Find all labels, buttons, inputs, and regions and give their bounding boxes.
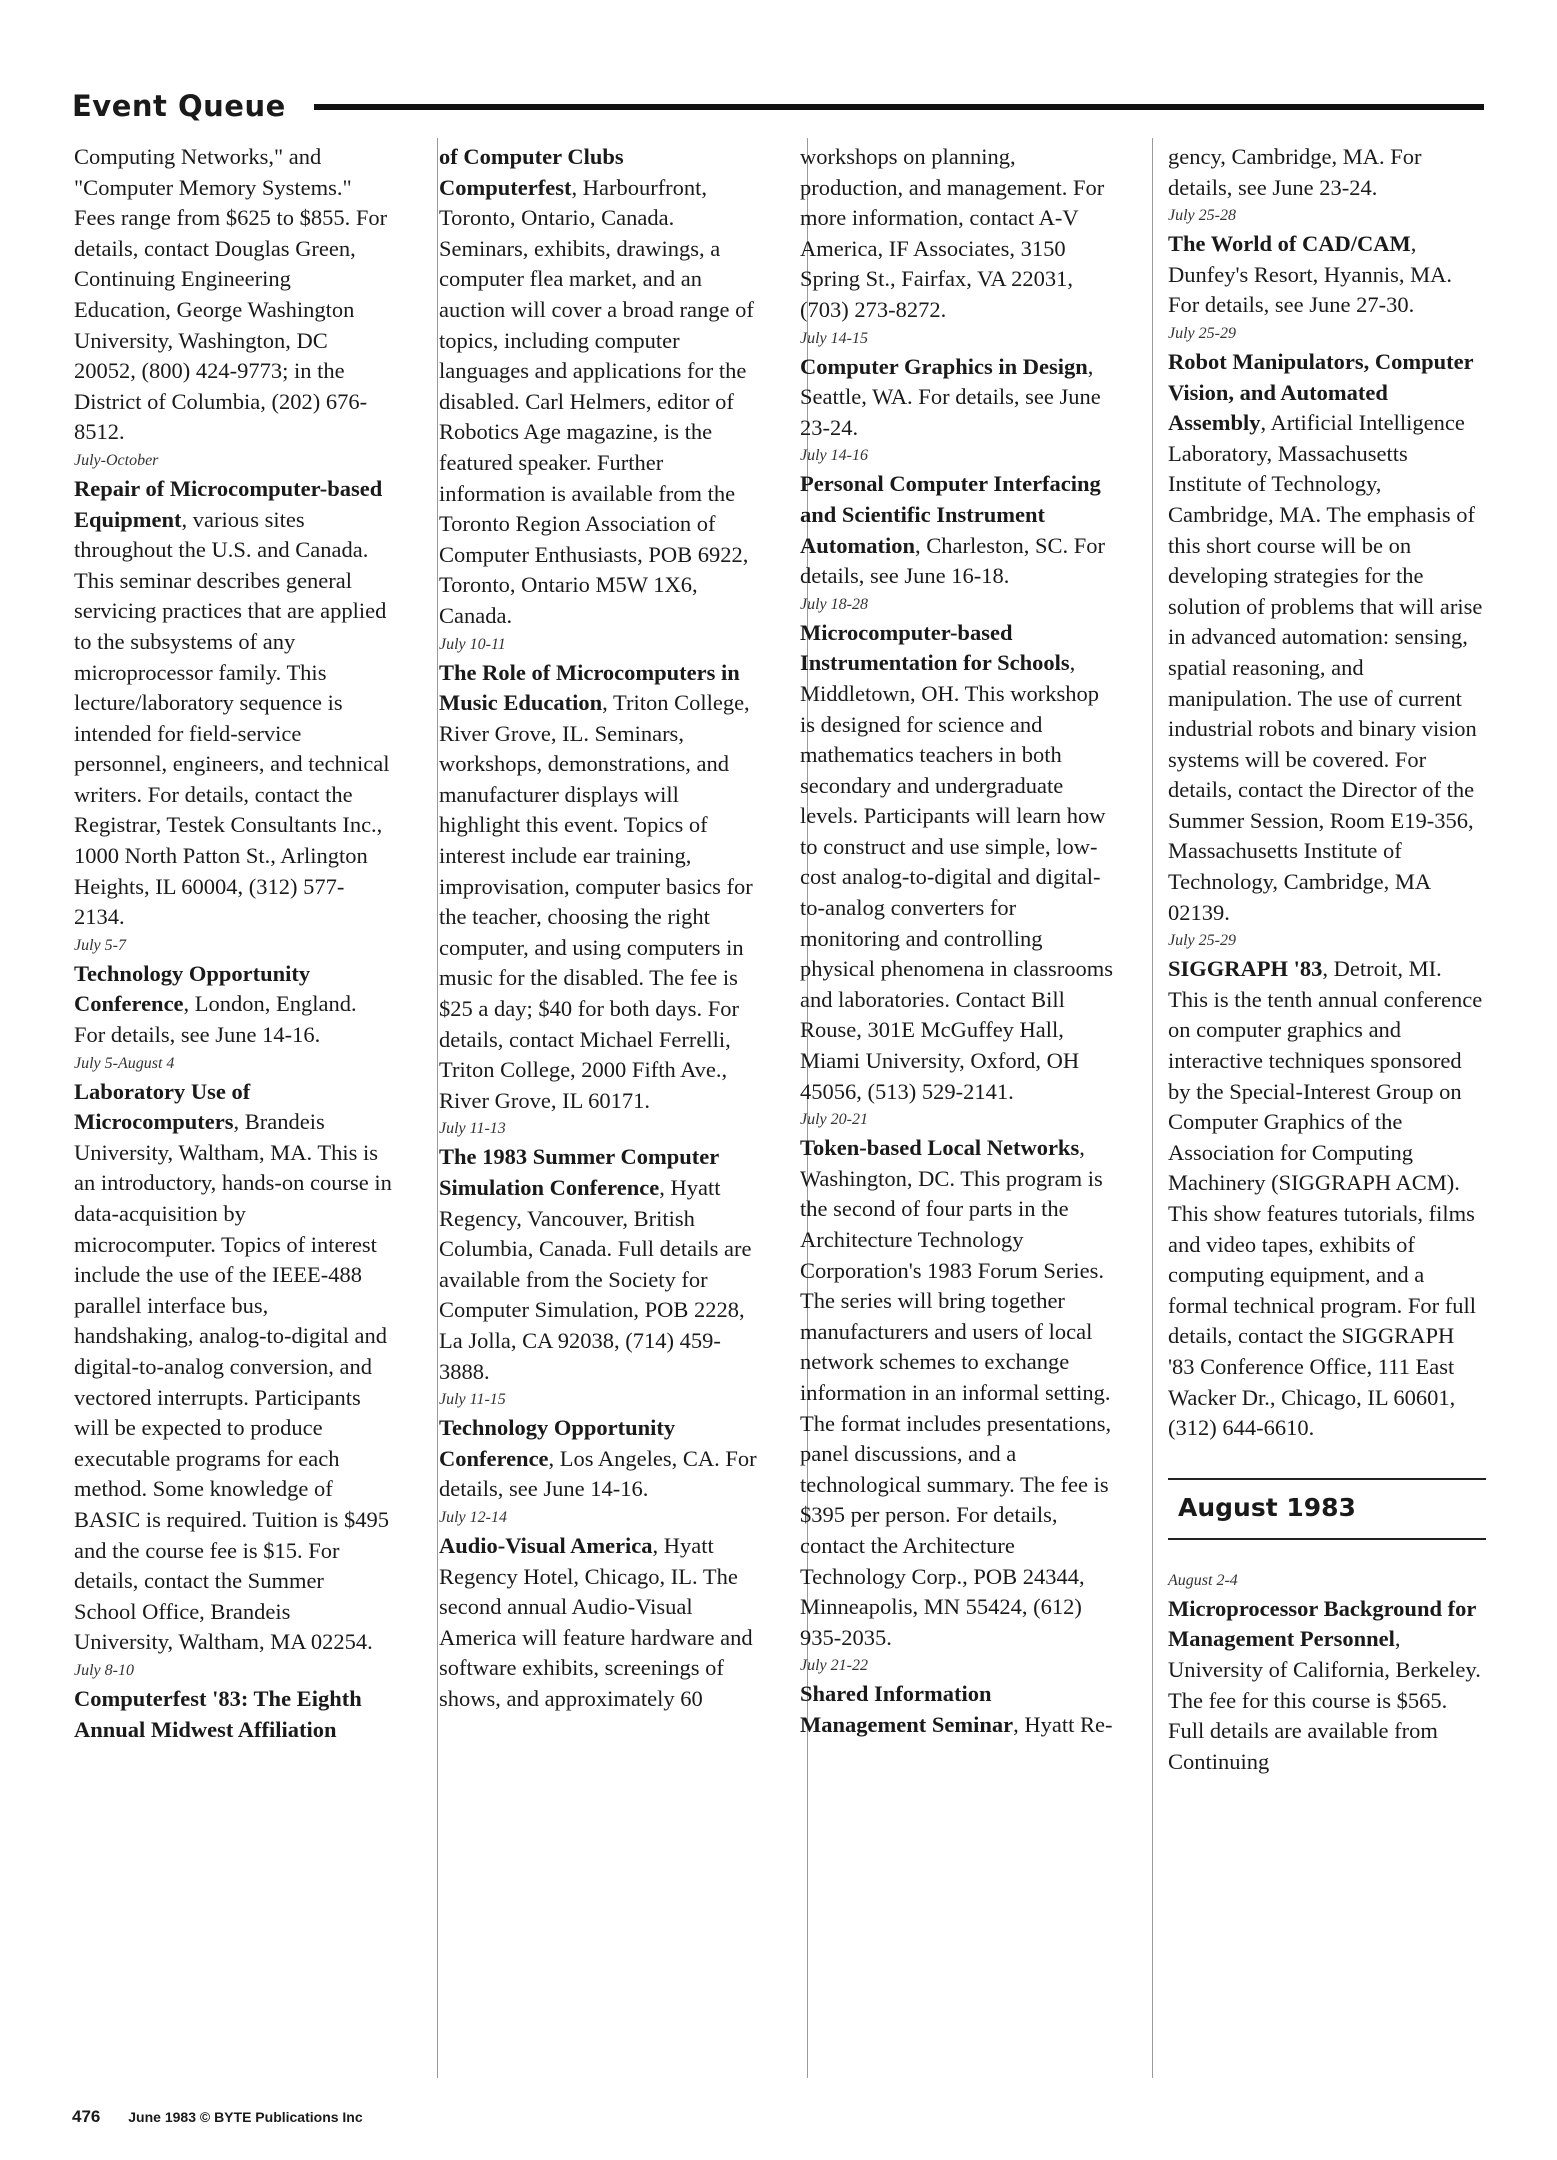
footer-credit: June 1983 © BYTE Publications Inc — [128, 2109, 363, 2125]
event-description: , Hyatt Re- — [1013, 1711, 1113, 1737]
event-entry — [74, 933, 392, 1051]
event-title: Token-based Local Networks — [800, 1135, 1080, 1161]
page-number: 476 — [72, 2107, 101, 2126]
event-date: July 14-15 — [800, 329, 868, 347]
event-description: , Middletown, OH. This workshop is designed for science and mathematics teachers in both secondary and undergraduate levels. Participants will learn how to construct and use simple, low-cost analog-to-digital and digital-to-analog converters for monitoring and controlling physical phenomena in classrooms and laboratories. Contact Bill Rouse, 301E McGuffey Hall, Miami University, Oxford, OH 45056, (513) 529-2141. — [800, 650, 1114, 1104]
event-title: Computer Graphics in Design — [800, 353, 1088, 379]
event-date: July 11-15 — [439, 1391, 506, 1409]
event-date: July-October — [74, 451, 159, 469]
event-title: SIGGRAPH '83 — [1168, 956, 1323, 982]
text-column-3 — [800, 142, 1118, 1741]
event-entry — [800, 1653, 1118, 1740]
event-date: July 12-14 — [439, 1508, 507, 1526]
event-entry — [1168, 203, 1486, 321]
event-date: July 25-28 — [1168, 207, 1236, 225]
event-entry — [439, 1505, 757, 1715]
event-description: , London, England. For details, see June 14-16. — [74, 991, 357, 1048]
event-title: The Role of Microcomputers in Music Education — [439, 659, 740, 716]
event-entry — [1168, 142, 1486, 203]
page-footer — [72, 2107, 363, 2127]
event-date: July 21-22 — [800, 1657, 868, 1675]
text-column-2 — [439, 142, 757, 1715]
event-date: July 5-7 — [74, 936, 126, 954]
event-entry — [74, 448, 392, 933]
event-description: , various sites throughout the U.S. and Canada. This seminar describes general servicing practices that are applied to the subsystems of any microprocessor family. This lecture/laboratory sequence is intended for field-service personnel, engineers, and technical writers. For details, contact the Registrar, Testek Consultants Inc., 1000 North Patton St., Arlington Heights, IL 60004, (312) 577-2134. — [74, 506, 390, 930]
event-description: , Dunfey's Resort, Hyannis, MA. For details, see June 27-30. — [1168, 231, 1453, 318]
event-entry — [800, 1107, 1118, 1653]
column-divider — [437, 138, 438, 2078]
section-title: Event Queue — [72, 88, 290, 124]
event-description: workshops on planning, production, and management. For more information, contact A-V America, IF Associates, 3150 Spring St., Fairfax, VA 22031, (703) 273-8272. — [800, 144, 1105, 322]
event-date: August 2-4 — [1168, 1571, 1238, 1589]
event-date: July 5-August 4 — [74, 1054, 175, 1072]
event-entry — [74, 1658, 392, 1745]
event-entry — [800, 592, 1118, 1108]
event-entry — [74, 1051, 392, 1658]
event-title: The World of CAD/CAM — [1168, 231, 1411, 257]
event-entry — [1168, 321, 1486, 928]
event-entry — [439, 1387, 757, 1505]
event-title: Robot Manipulators, Computer Vision, and Automated Assembly — [1168, 348, 1474, 436]
event-description: , Hyatt Regency, Vancouver, British Columbia, Canada. Full details are available from the Society for Computer Simulation, POB 2228, La Jolla, CA 92038, (714) 459-3888. — [439, 1175, 752, 1384]
event-description: , Los Angeles, CA. For details, see June 14-16. — [439, 1445, 757, 1502]
event-title: Microprocessor Background for Management Personnel — [1168, 1595, 1476, 1652]
event-entry — [439, 1116, 757, 1387]
text-column-1 — [74, 142, 392, 1745]
event-entry — [439, 632, 757, 1117]
event-description: , Washington, DC. This program is the second of four parts in the Architecture Technology Corporation's 1983 Forum Series. The series will bring together manufacturers and users of local network schemes to exchange information in an informal setting. The format includes presentations, panel discussions, and a technological summary. The fee is $395 per person. For details, contact the Architecture Technology Corp., POB 24344, Minneapolis, MN 55424, (612) 935-2035. — [800, 1135, 1112, 1650]
event-description: , Triton College, River Grove, IL. Seminars, workshops, demonstrations, and manufacturer displays will highlight this event. Topics of interest include ear training, improvisation, computer basics for the teacher, choosing the right computer, and using computers in music for the disabled. The fee is $25 a day; $40 for both days. For details, contact Michael Ferrelli, Triton College, 2000 Fifth Ave., River Grove, IL 60171. — [439, 690, 753, 1113]
event-entry — [439, 142, 757, 632]
event-date: July 14-16 — [800, 447, 868, 465]
section-header — [72, 88, 1484, 124]
event-title: Microcomputer-based Instrumentation for Schools — [800, 619, 1070, 676]
event-description: , Hyatt Regency Hotel, Chicago, IL. The second annual Audio-Visual America will feature hardware and software exhibits, screenings of shows, and approximately 60 — [439, 1532, 753, 1711]
event-description: , Detroit, MI. This is the tenth annual conference on computer graphics and interactive techniques sponsored by the Special-Interest Group on Computer Graphics of the Association for Computing Machinery (SIGGRAPH ACM). This show features tutorials, films and video tapes, exhibits of computing equipment, and a formal technical program. For full details, contact the SIGGRAPH '83 Conference Office, 111 East Wacker Dr., Chicago, IL 60601, (312) 644-6610. — [1168, 956, 1483, 1441]
event-title: Repair of Microcomputer-based Equipment — [74, 475, 383, 532]
event-description: gency, Cambridge, MA. For details, see June 23-24. — [1168, 144, 1422, 200]
event-entry — [800, 142, 1118, 326]
event-description: , Charleston, SC. For details, see June 16-18. — [800, 532, 1106, 589]
event-title: Computerfest '83: The Eighth Annual Midwest Affiliation — [74, 1685, 362, 1742]
event-entry — [800, 443, 1118, 591]
event-description: , Seattle, WA. For details, see June 23-24. — [800, 353, 1101, 440]
event-date: July 25-29 — [1168, 932, 1236, 950]
event-description: Computing Networks," and "Computer Memory Systems." Fees range from $625 to $855. For details, contact Douglas Green, Continuing Engineering Education, George Washington University, Washington, DC 20052, (800) 424-9773; in the District of Columbia, (202) 676-8512. — [74, 144, 388, 445]
event-date: July 20-21 — [800, 1111, 868, 1129]
column-divider — [1152, 138, 1153, 2078]
event-title: Personal Computer Interfacing and Scientific Instrument Automation — [800, 471, 1101, 558]
event-title: Audio-Visual America — [439, 1532, 653, 1558]
event-title: Technology Opportunity Conference — [74, 960, 311, 1017]
event-description: , Artificial Intelligence Laboratory, Massachusetts Institute of Technology, Cambridge, MA. The emphasis of this short course will be on developing strategies for the solution of problems that will arise in advanced automation: sensing, spatial reasoning, and manipulation. The use of current industrial robots and binary vision systems will be covered. For details, contact the Director of the Summer Session, Room E19-356, Massachusetts Institute of Technology, Cambridge, MA 02139. — [1168, 410, 1483, 925]
event-entry — [74, 142, 392, 448]
text-column-4 — [1168, 142, 1486, 1777]
event-date: July 10-11 — [439, 635, 506, 653]
event-entry — [800, 326, 1118, 444]
event-title: Shared Information Management Seminar — [800, 1681, 1014, 1737]
event-entry — [1168, 1568, 1486, 1778]
event-date: July 11-13 — [439, 1120, 506, 1138]
event-description: , Harbourfront, Toronto, Ontario, Canada. Seminars, exhibits, drawings, a computer flea market, and an auction will cover a broad range of topics, including computer languages and applications for the disabled. Carl Helmers, editor of Robotics Age magazine, is the featured speaker. Further information is available from the Toronto Region Association of Computer Enthusiasts, POB 6922, Toronto, Ontario M5W 1X6, Canada. — [439, 174, 754, 628]
event-entry — [1168, 928, 1486, 1444]
event-title: Laboratory Use of Microcomputers — [74, 1078, 251, 1135]
event-description: , Brandeis University, Waltham, MA. This is an introductory, hands-on course in data-acquisition by microcomputer. Topics of interest include the use of the IEEE-488 parallel interface bus, handshaking, analog-to-digital and digital-to-analog conversion, and vectored interrupts. Participants will be expected to produce executable programs for each method. Some knowledge of BASIC is required. Tuition is $495 and the course fee is $15. For details, contact the Summer School Office, Brandeis University, Waltham, MA 02254. — [74, 1109, 392, 1655]
month-heading-box — [1168, 1478, 1486, 1540]
event-title: of Computer Clubs Computerfest — [439, 144, 624, 200]
event-title: The 1983 Summer Computer Simulation Conference — [439, 1144, 719, 1200]
event-title: Technology Opportunity Conference — [439, 1415, 676, 1471]
event-description: , University of California, Berkeley. The fee for this course is $565. Full details are available from Continuing — [1168, 1626, 1481, 1774]
event-date: July 25-29 — [1168, 324, 1236, 342]
event-date: July 8-10 — [74, 1661, 134, 1679]
month-heading: August 1983 — [1178, 1493, 1356, 1523]
header-rule — [314, 104, 1484, 110]
event-date: July 18-28 — [800, 595, 868, 613]
